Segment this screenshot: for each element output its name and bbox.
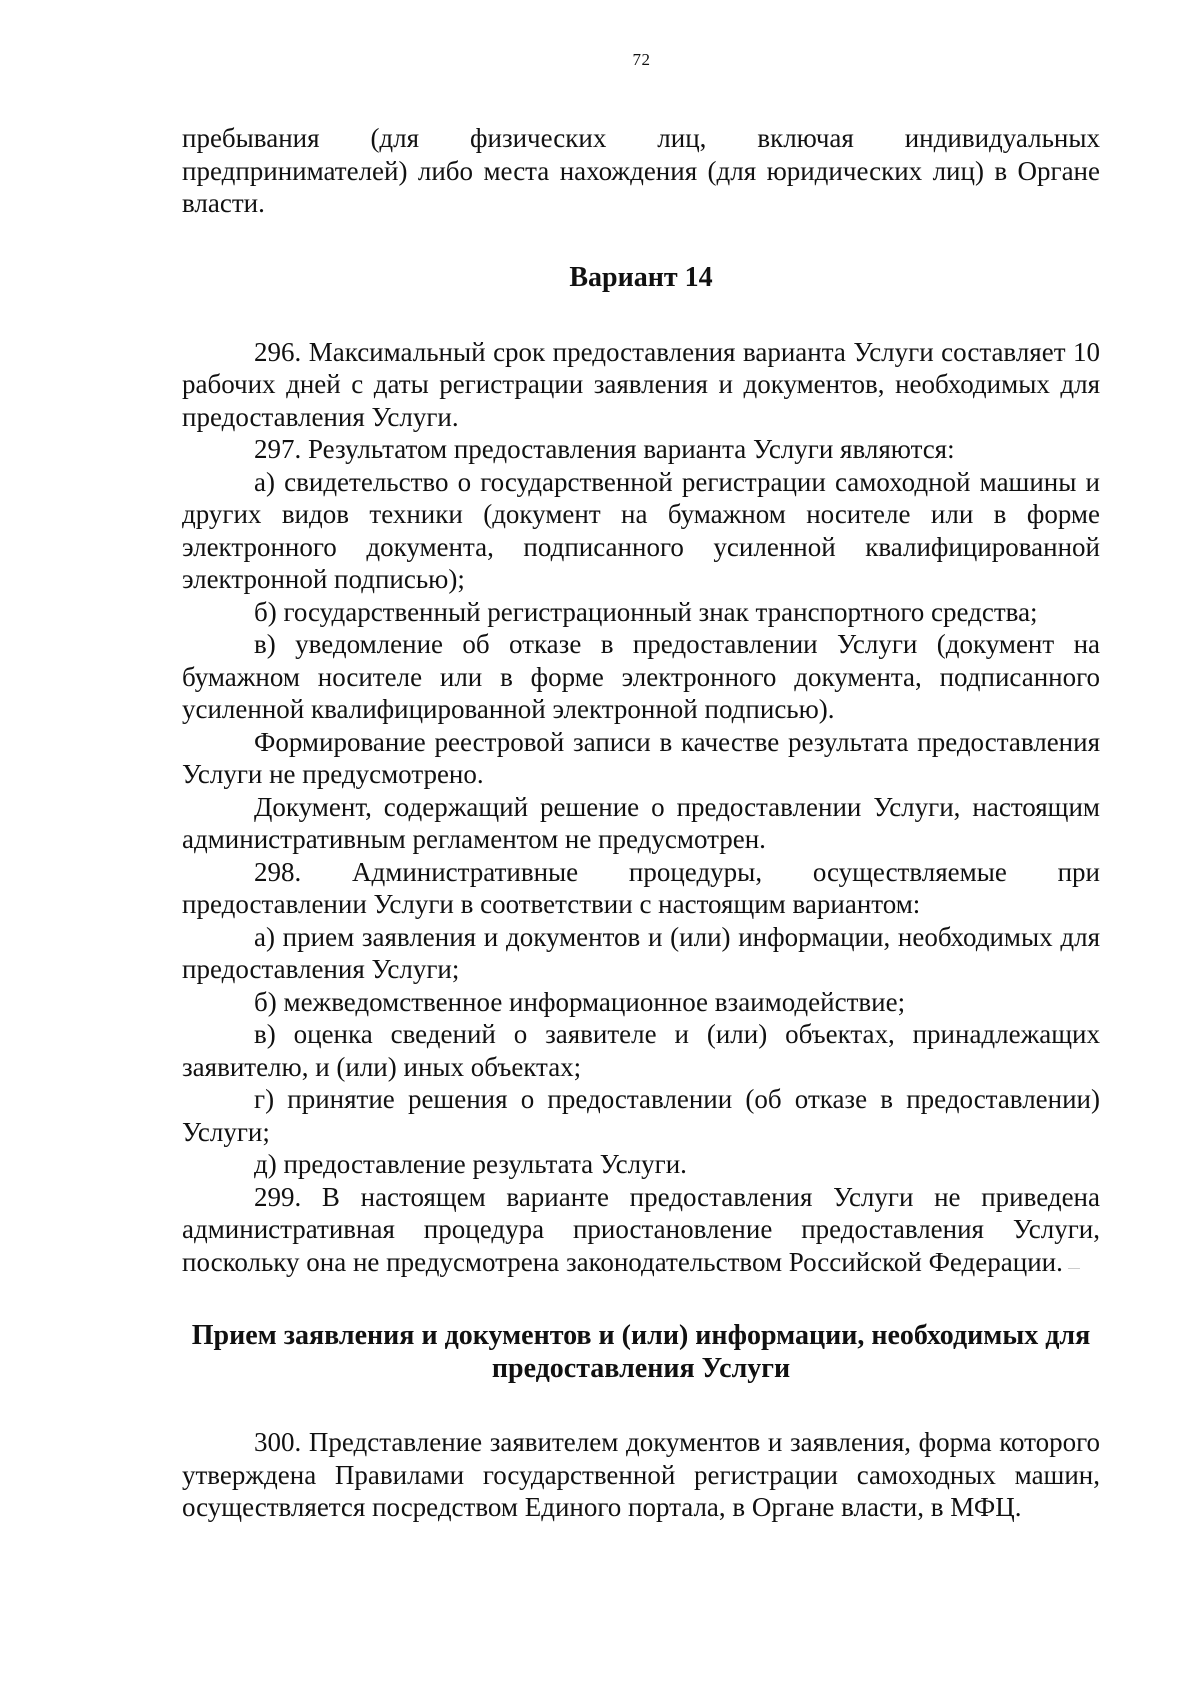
procedure-item-v: в) оценка сведений о заявителе и (или) объектах, принадлежащих заявителю, и (или) иных объектах; — [182, 1019, 1100, 1082]
document-body — [182, 122, 1100, 1524]
decision-document-note: Документ, содержащий решение о предоставлении Услуги, настоящим административным регламентом не предусмотрен. — [182, 791, 1100, 854]
paragraph-296: 296. Максимальный срок предоставления варианта Услуги составляет 10 рабочих дней с даты регистрации заявления и документов, необходимых для предоставления Услуги. — [182, 336, 1100, 432]
result-item-a: а) свидетельство о государственной регистрации самоходной машины и других видов техники (документ на бумажном носителе или в форме электронного документа, подписанного усиленной квалифицированной электронной подписью); — [182, 466, 1100, 594]
paragraph-300: 300. Представление заявителем документов и заявления, форма которого утверждена Правилами государственной регистрации самоходных машин, осуществляется посредством Единого портала, в Органе власти, в МФЦ. — [182, 1427, 1100, 1522]
registry-record-note: Формирование реестровой записи в качестве результата предоставления Услуги не предусмотрено. — [182, 726, 1100, 789]
result-item-b: б) государственный регистрационный знак транспортного средства; — [254, 596, 1038, 627]
procedure-item-b: б) межведомственное информационное взаимодействие; — [254, 986, 906, 1017]
section-heading: Прием заявления и документов и (или) информации, необходимых для предоставления Услуги — [191, 1320, 1091, 1384]
procedure-item-d: д) предоставление результата Услуги. — [254, 1149, 687, 1179]
page-number: 72 — [632, 50, 651, 69]
procedure-item-a: а) прием заявления и документов и (или) информации, необходимых для предоставления Услуги; — [182, 921, 1100, 984]
paragraph-297: 297. Результатом предоставления варианта Услуги являются: — [254, 434, 955, 464]
paragraph-298: 298. Административные процедуры, осуществляемые при предоставлении Услуги в соответствии с настоящим вариантом: — [182, 856, 1100, 919]
scan-mark — [1068, 1268, 1080, 1269]
result-item-v: в) уведомление об отказе в предоставлении Услуги (документ на бумажном носителе или в форме электронного документа, подписанного усиленной квалифицированной электронной подписью). — [182, 629, 1100, 724]
intro-paragraph: пребывания (для физических лиц, включая индивидуальных предпринимателей) либо места нахождения (для юридических лиц) в Органе власти. — [182, 123, 1100, 218]
paragraph-299: 299. В настоящем варианте предоставления Услуги не приведена административная процедура приостановление предоставления Услуги, поскольку она не предусмотрена законодательством Российской Федерации. — [182, 1181, 1100, 1277]
procedure-item-g: г) принятие решения о предоставлении (об отказе в предоставлении) Услуги; — [182, 1084, 1100, 1147]
variant-heading: Вариант 14 — [569, 261, 713, 293]
